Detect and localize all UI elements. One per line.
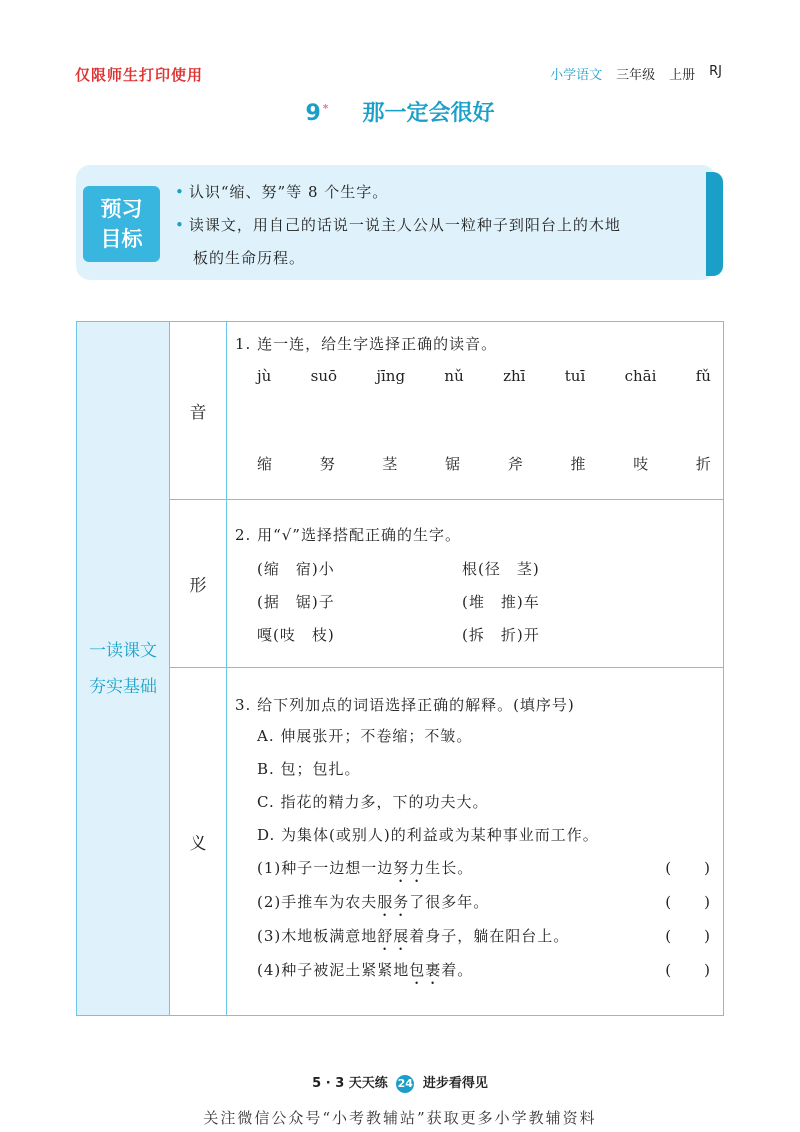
category-sound: 音	[170, 322, 227, 500]
dotted-word: 努力	[393, 859, 426, 877]
page-footer	[0, 1072, 800, 1093]
exercise-table	[76, 321, 724, 1016]
goals-list	[175, 176, 710, 275]
category-meaning: 义	[170, 668, 227, 1016]
meaning-option: D. 为集体(或别人)的利益或为某种事业而工作。	[257, 826, 599, 844]
meaning-option: B. 包；包扎。	[257, 760, 361, 778]
question-1: 1. 连一连，给生字选择正确的读音。	[235, 335, 498, 353]
meaning-option: C. 指花的精力多，下的功夫大。	[257, 793, 489, 811]
bottom-note: 关注微信公众号“小考教辅站”获取更多小学教辅资料	[203, 1109, 597, 1127]
pinyin[interactable]: tuī	[564, 367, 586, 385]
answer-blank[interactable]: ( )	[665, 927, 711, 945]
char[interactable]: 努	[319, 455, 335, 473]
meaning-item: (4)种子被泥土紧紧地包裹着。 ( )	[227, 954, 723, 988]
book-meta	[550, 64, 722, 83]
star-mark: *	[322, 101, 329, 115]
goal-item: • 读课文，用自己的话说一说主人公从一粒种子到阳台上的木地	[175, 216, 621, 234]
pinyin-row	[227, 367, 723, 385]
pinyin[interactable]: zhī	[503, 367, 526, 385]
dotted-word: 包裹	[409, 961, 442, 979]
lesson-number: 9 *	[305, 101, 329, 126]
char[interactable]: 茎	[382, 455, 398, 473]
footer-slogan: 进步看得见	[422, 1076, 488, 1091]
dotted-word: 服务	[377, 893, 410, 911]
pinyin[interactable]: nǔ	[444, 367, 464, 385]
meaning-item: (1)种子一边想一边努力生长。 ( )	[227, 852, 723, 886]
volume: 上册	[669, 68, 696, 83]
pinyin[interactable]: jīng	[376, 367, 406, 385]
subject: 小学语文	[550, 68, 603, 83]
question-3: 3. 给下列加点的词语选择正确的解释。(填序号)	[235, 696, 575, 714]
char[interactable]: 推	[570, 455, 586, 473]
form-choice[interactable]: (拆 折)开	[462, 626, 540, 644]
goals-label: 预习 目标	[83, 186, 160, 262]
goal-item: • 认识“缩、努”等 8 个生字。	[175, 183, 389, 201]
answer-blank[interactable]: ( )	[665, 893, 711, 911]
char[interactable]: 斧	[507, 455, 523, 473]
form-options	[227, 558, 723, 645]
footer-brand: 5 · 3 天天练	[312, 1076, 388, 1091]
form-choice[interactable]: 根(径 茎)	[462, 560, 540, 578]
lesson-name: 那一定会很好	[362, 101, 495, 126]
char-row	[227, 453, 723, 474]
lesson-title	[0, 96, 800, 127]
char[interactable]: 缩	[257, 455, 273, 473]
form-exercise	[227, 500, 724, 668]
meaning-item: (3)木地板满意地舒展着身子，躺在阳台上。 ( )	[227, 920, 723, 954]
answer-blank[interactable]: ( )	[665, 961, 711, 979]
form-choice[interactable]: (据 锯)子	[257, 593, 335, 611]
pinyin[interactable]: fǔ	[695, 367, 711, 385]
question-2: 2. 用“√”选择搭配正确的生字。	[235, 526, 461, 544]
form-choice[interactable]: (堆 推)车	[462, 593, 540, 611]
pinyin[interactable]: suō	[310, 367, 338, 385]
form-choice[interactable]: (缩 宿)小	[257, 560, 335, 578]
dotted-word: 舒展	[377, 927, 410, 945]
page-number: 24	[396, 1075, 414, 1093]
meaning-option: A. 伸展张开；不卷缩；不皱。	[257, 727, 473, 745]
grade: 三年级	[616, 68, 656, 83]
meaning-exercise	[227, 668, 724, 1016]
sound-exercise	[227, 322, 724, 500]
char[interactable]: 折	[695, 455, 711, 473]
category-form: 形	[170, 500, 227, 668]
char[interactable]: 吱	[633, 455, 649, 473]
goal-item-continued: 板的生命历程。	[193, 249, 306, 267]
edition: RJ	[709, 64, 722, 79]
pinyin[interactable]: chāi	[624, 367, 657, 385]
pinyin[interactable]: jù	[257, 367, 272, 385]
meaning-item: (2)手推车为农夫服务了很多年。 ( )	[227, 886, 723, 920]
print-watermark: 仅限师生打印使用	[75, 66, 204, 84]
form-choice[interactable]: 嘎(吱 枝)	[257, 626, 335, 644]
section-label: 一读课文 夯实基础	[77, 322, 170, 1016]
char[interactable]: 锯	[445, 455, 461, 473]
answer-blank[interactable]: ( )	[665, 859, 711, 877]
